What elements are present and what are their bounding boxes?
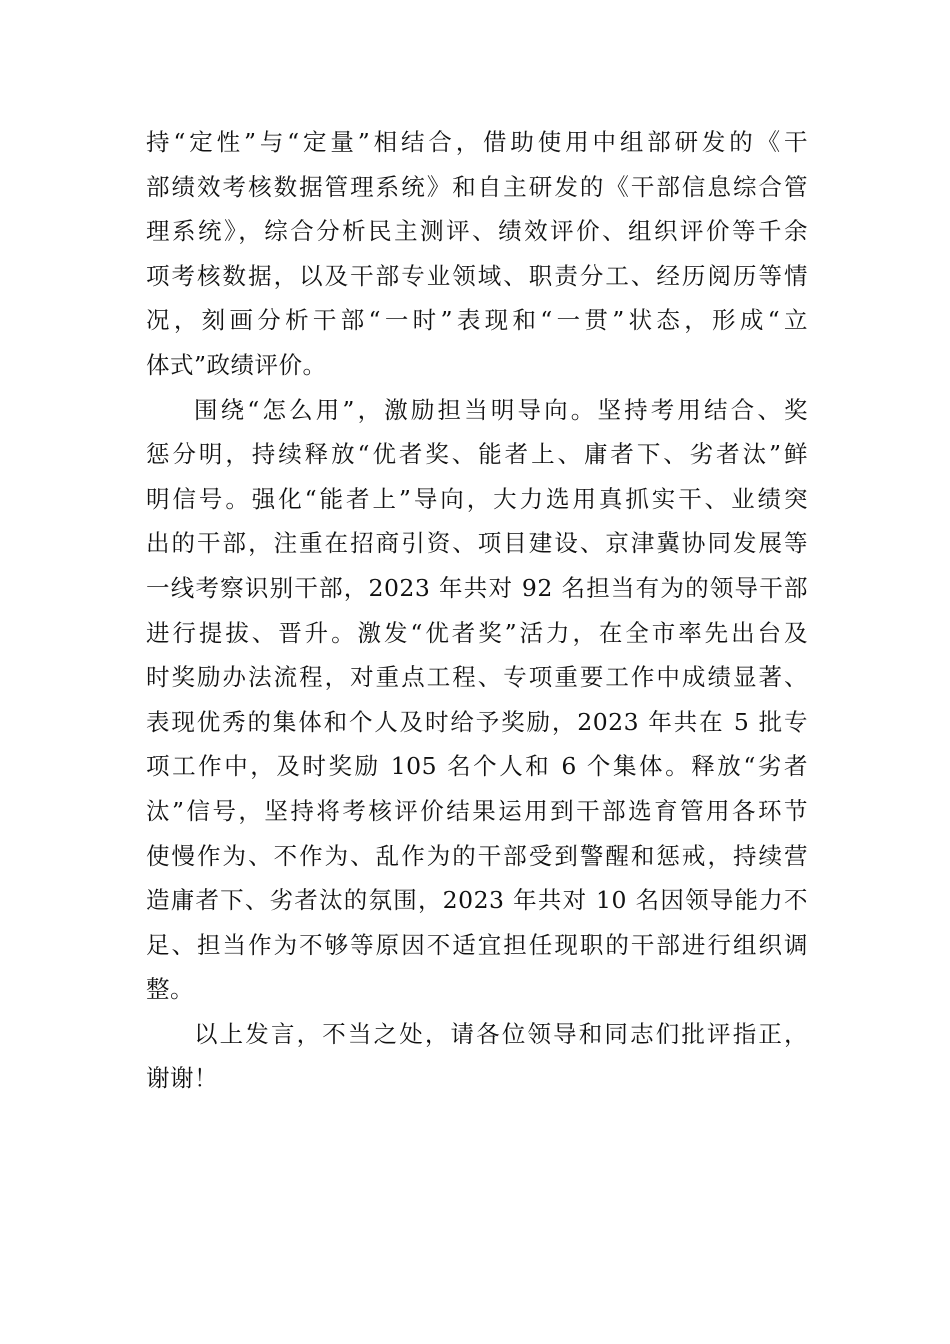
body-text	[146, 120, 808, 1101]
text-line: 明信号。强化“能者上”导向，大力选用真抓实干、业绩突	[146, 484, 808, 513]
text-line: 表现优秀的集体和个人及时给予奖励，2023 年共在 5 批专	[146, 707, 808, 736]
text-line: 理系统》，综合分析民主测评、绩效评价、组织评价等千余	[146, 217, 808, 246]
text-line: 惩分明，持续释放“优者奖、能者上、庸者下、劣者汰”鲜	[146, 440, 808, 469]
text-line: 使慢作为、不作为、乱作为的干部受到警醒和惩戒，持续营	[146, 841, 808, 870]
paragraph-1	[146, 120, 808, 388]
text-line: 出的干部，注重在招商引资、项目建设、京津冀协同发展等	[146, 529, 808, 558]
text-line: 汰”信号，坚持将考核评价结果运用到干部选育管用各环节	[146, 796, 808, 825]
paragraph-2	[146, 388, 808, 1012]
text-line: 体式”政绩评价。	[146, 350, 327, 379]
text-line: 以上发言，不当之处，请各位领导和同志们批评指正，	[194, 1019, 808, 1048]
text-line: 围绕“怎么用”，激励担当明导向。坚持考用结合、奖	[194, 395, 808, 424]
text-line: 谢谢！	[146, 1064, 218, 1093]
text-line: 项工作中，及时奖励 105 名个人和 6 个集体。释放“劣者	[146, 752, 808, 781]
text-line: 部绩效考核数据管理系统》和自主研发的《干部信息综合管	[146, 172, 808, 201]
text-line: 足、担当作为不够等原因不适宜担任现职的干部进行组织调	[146, 930, 808, 959]
text-line: 项考核数据，以及干部专业领域、职责分工、经历阅历等情	[146, 261, 808, 290]
text-line: 进行提拔、晋升。激发“优者奖”活力，在全市率先出台及	[146, 618, 808, 647]
text-line: 持“定性”与“定量”相结合，借助使用中组部研发的《干	[146, 128, 808, 156]
text-line: 整。	[146, 975, 194, 1004]
text-line: 时奖励办法流程，对重点工程、专项重要工作中成绩显著、	[146, 663, 808, 692]
text-line: 一线考察识别干部，2023 年共对 92 名担当有为的领导干部	[146, 573, 808, 602]
text-line: 造庸者下、劣者汰的氛围，2023 年共对 10 名因领导能力不	[146, 886, 808, 915]
text-line: 况，刻画分析干部“一时”表现和“一贯”状态，形成“立	[146, 306, 808, 335]
paragraph-3	[146, 1012, 808, 1101]
